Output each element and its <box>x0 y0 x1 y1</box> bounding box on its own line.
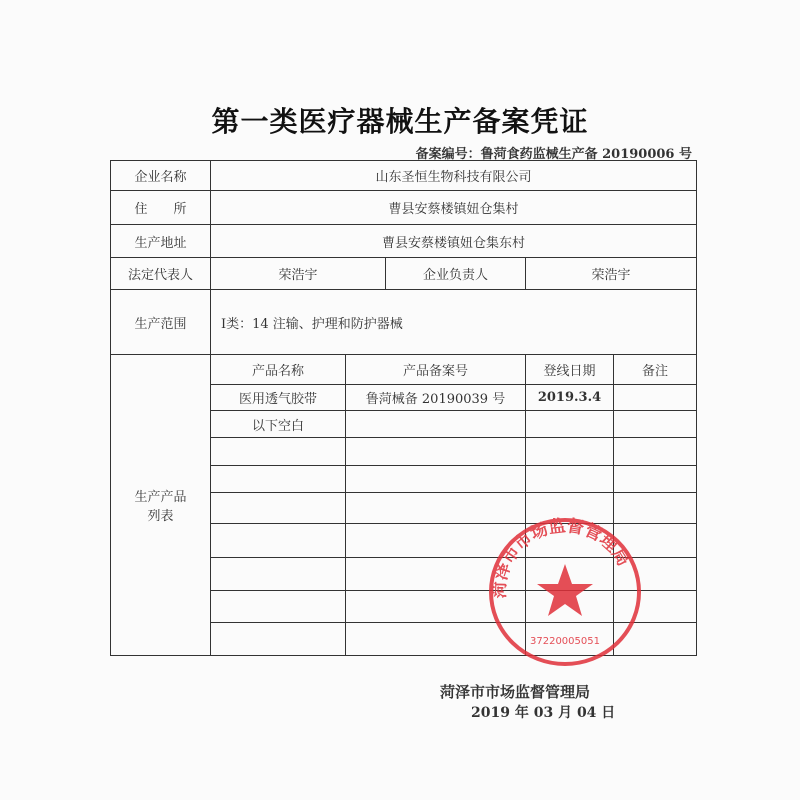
legal-rep-row <box>111 258 697 290</box>
product-name: 以下空白 <box>211 411 346 438</box>
company-row <box>111 161 697 191</box>
manager-value: 荣浩宇 <box>526 258 697 290</box>
scope-row <box>111 290 697 355</box>
address-row <box>111 225 697 258</box>
record-number: 备案编号：鲁菏食药监械生产备 20190006 号 <box>415 147 692 162</box>
residence-value: 曹县安蔡楼镇妞仓集村 <box>211 191 697 225</box>
products-label <box>111 355 211 656</box>
product-header-row <box>111 355 697 385</box>
manager-label: 企业负责人 <box>386 258 526 290</box>
header-date: 登线日期 <box>526 355 614 385</box>
issue-date: 2019 年 03 月 04 日 <box>471 705 616 721</box>
scope-value: Ⅰ类：14 注输、护理和防护器械 <box>211 290 697 355</box>
svg-text:菏泽市市场监督管理局: 菏泽市市场监督管理局 <box>489 516 634 599</box>
company-value: 山东圣恒生物科技有限公司 <box>211 161 697 191</box>
product-record-no <box>346 411 526 438</box>
residence-row <box>111 191 697 225</box>
legal-rep-label: 法定代表人 <box>111 258 211 290</box>
document-title: 第一类医疗器械生产备案凭证 <box>211 105 589 138</box>
address-label: 生产地址 <box>111 225 211 258</box>
header-record-no: 产品备案号 <box>346 355 526 385</box>
product-date <box>526 411 614 438</box>
svg-text:37220005051: 37220005051 <box>530 636 600 647</box>
product-record-no: 鲁菏械备 20190039 号 <box>346 385 526 411</box>
header-product-name: 产品名称 <box>211 355 346 385</box>
products-label-text: 生产产品列表 <box>134 490 187 524</box>
product-name: 医用透气胶带 <box>211 385 346 411</box>
product-date: 2019.3.4 <box>526 385 614 411</box>
scope-label: 生产范围 <box>111 290 211 355</box>
product-remark <box>614 385 697 411</box>
address-value: 曹县安蔡楼镇妞仓集东村 <box>211 225 697 258</box>
star-icon <box>537 564 593 616</box>
legal-rep-value: 荣浩宇 <box>211 258 386 290</box>
issuer-name: 菏泽市市场监督管理局 <box>440 683 591 701</box>
header-remark: 备注 <box>614 355 697 385</box>
official-seal-stamp <box>485 512 645 672</box>
company-label: 企业名称 <box>111 161 211 191</box>
product-remark <box>614 411 697 438</box>
residence-label: 住 所 <box>111 191 211 225</box>
